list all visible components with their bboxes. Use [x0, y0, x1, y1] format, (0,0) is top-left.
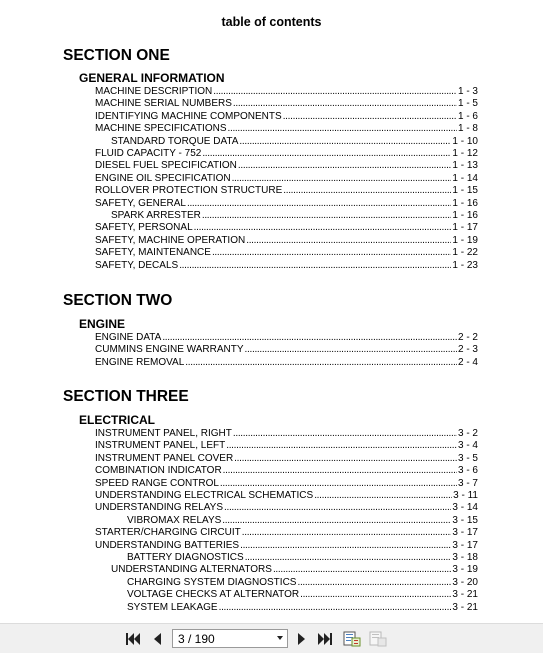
- toc-entry-page: 1 - 14: [452, 172, 478, 184]
- toc-entry[interactable]: [95, 344, 478, 356]
- toc-entry[interactable]: [127, 589, 478, 601]
- toc-entry-page: 1 - 22: [452, 247, 478, 259]
- toc-entry-page: 2 - 2: [457, 332, 478, 343]
- toc-entry-label: SAFETY, MAINTENANCE: [95, 247, 211, 259]
- toc-entry[interactable]: [95, 440, 478, 452]
- toc-entry-page: 1 - 5: [457, 98, 478, 110]
- toc-entry-label: MACHINE SERIAL NUMBERS: [95, 98, 232, 110]
- toc-entry[interactable]: [95, 86, 478, 98]
- dot-leader: [212, 247, 451, 259]
- toc-entry-page: 2 - 3: [457, 344, 478, 356]
- last-page-icon: [317, 632, 333, 646]
- toc-entry-label: UNDERSTANDING ELECTRICAL SCHEMATICS: [95, 490, 314, 501]
- toc-entry-page: 1 - 6: [457, 110, 478, 122]
- dot-leader: [224, 502, 451, 514]
- dot-leader: [314, 490, 452, 502]
- toc-entry[interactable]: [95, 453, 478, 465]
- toc-entry-label: ENGINE DATA: [95, 332, 162, 343]
- view-mode-icon: [343, 631, 361, 647]
- toc-entry-label: SAFETY, DECALS: [95, 259, 179, 271]
- toc-entry[interactable]: [95, 173, 478, 185]
- toc-entry-label: IDENTIFYING MACHINE COMPONENTS: [95, 110, 282, 122]
- dot-leader: [300, 589, 451, 601]
- toc-entry[interactable]: [95, 465, 478, 477]
- toc-entry-page: 3 - 14: [452, 502, 478, 514]
- previous-page-button[interactable]: [148, 631, 166, 647]
- toc-entry[interactable]: [95, 235, 478, 247]
- dot-leader: [283, 185, 451, 197]
- dot-leader: [162, 332, 457, 344]
- toc-entry-page: 3 - 6: [457, 465, 478, 477]
- toc-entry[interactable]: [95, 490, 478, 502]
- toc-entry[interactable]: [127, 552, 478, 564]
- dot-leader: [240, 540, 451, 552]
- dot-leader: [202, 210, 452, 222]
- page-number-select[interactable]: [172, 629, 288, 648]
- dot-leader: [194, 222, 452, 234]
- toc-entry-page: 3 - 20: [452, 576, 478, 588]
- dot-leader: [226, 440, 457, 452]
- toc-entry-label: BATTERY DIAGNOSTICS: [127, 552, 244, 563]
- dot-leader: [179, 260, 451, 272]
- toc-entry[interactable]: [95, 148, 478, 160]
- toc-entry-label: FLUID CAPACITY - 752: [95, 148, 202, 159]
- toc-entry-label: MACHINE DESCRIPTION: [95, 86, 213, 97]
- last-page-button[interactable]: [316, 631, 334, 647]
- toc-entry-page: 3 - 4: [457, 440, 478, 452]
- toc-entry[interactable]: [95, 527, 478, 539]
- toc-entry-label: STANDARD TORQUE DATA: [111, 135, 239, 147]
- toc-entry-label: UNDERSTANDING BATTERIES: [95, 539, 240, 551]
- toc-entry[interactable]: [127, 515, 478, 527]
- toc-entry[interactable]: [95, 428, 478, 440]
- document-title: table of contents: [221, 15, 322, 29]
- toc-entry-page: 1 - 16: [452, 210, 478, 221]
- toc-entry-label: VOLTAGE CHECKS AT ALTERNATOR: [127, 589, 300, 601]
- toc-entry[interactable]: [95, 478, 478, 490]
- toc-entry-label: SPEED RANGE CONTROL: [95, 477, 219, 489]
- toc-entry-label: COMBINATION INDICATOR: [95, 465, 222, 477]
- toc-entry-page: 3 - 5: [457, 452, 478, 464]
- toc-entry-label: INSTRUMENT PANEL, LEFT: [95, 440, 226, 452]
- toc-entry[interactable]: [111, 210, 478, 222]
- toc-entry-label: STARTER/CHARGING CIRCUIT: [95, 527, 241, 539]
- dot-leader: [220, 478, 457, 490]
- section-three-title: SECTION THREE: [63, 388, 189, 405]
- toc-entry[interactable]: [95, 198, 478, 210]
- toc-entry[interactable]: [111, 564, 478, 576]
- dot-leader: [228, 123, 457, 135]
- toc-entry-page: 1 - 12: [452, 148, 478, 159]
- toc-entry-page: 3 - 17: [452, 539, 478, 551]
- toc-entry-page: 1 - 3: [457, 86, 478, 97]
- first-page-button[interactable]: [124, 631, 142, 647]
- toc-entry-page: 3 - 15: [452, 514, 478, 526]
- toc-entry[interactable]: [95, 247, 478, 259]
- toc-entry-page: 1 - 15: [452, 185, 478, 197]
- view-mode-button[interactable]: [343, 631, 361, 647]
- dot-leader: [239, 136, 451, 148]
- engine-heading: ENGINE: [79, 317, 126, 331]
- dot-leader: [222, 515, 451, 527]
- toc-entry-label: SYSTEM LEAKAGE: [127, 601, 218, 613]
- toc-entry-label: CHARGING SYSTEM DIAGNOSTICS: [127, 576, 297, 588]
- dot-leader: [233, 98, 457, 110]
- toc-entry-label: SAFETY, MACHINE OPERATION: [95, 234, 246, 246]
- toc-entry-page: 3 - 7: [457, 477, 478, 489]
- toc-entry[interactable]: [111, 136, 478, 148]
- dot-leader: [232, 173, 452, 185]
- toc-entry-page: 1 - 8: [457, 123, 478, 135]
- dot-leader: [213, 86, 457, 98]
- toc-entry[interactable]: [127, 602, 478, 614]
- toc-entry-page: 3 - 21: [452, 601, 478, 613]
- dot-leader: [242, 527, 452, 539]
- toc-entry-label: SPARK ARRESTER: [111, 210, 201, 221]
- view-mode-alt-button[interactable]: [369, 631, 387, 647]
- toc-entry-page: 1 - 13: [452, 160, 478, 172]
- next-page-icon: [296, 632, 308, 646]
- view-mode-alt-icon: [369, 631, 387, 647]
- toc-entry[interactable]: [95, 98, 478, 110]
- toc-entry-label: CUMMINS ENGINE WARRANTY: [95, 344, 244, 356]
- toc-entry-label: SAFETY, PERSONAL: [95, 222, 193, 234]
- dot-leader: [238, 160, 452, 172]
- chevron-down-icon: [277, 636, 283, 640]
- dot-leader: [219, 602, 452, 614]
- toc-entry[interactable]: [95, 502, 478, 514]
- toc-entry[interactable]: [95, 185, 478, 197]
- toc-entry-label: ENGINE OIL SPECIFICATION: [95, 172, 231, 184]
- next-page-button[interactable]: [293, 631, 311, 647]
- toc-entry-page: 1 - 16: [452, 197, 478, 209]
- dot-leader: [185, 357, 457, 369]
- toc-entry-label: UNDERSTANDING RELAYS: [95, 502, 223, 514]
- pdf-navigation-toolbar: [0, 623, 543, 653]
- toc-entry-page: 1 - 10: [452, 135, 478, 147]
- previous-page-icon: [151, 632, 163, 646]
- electrical-heading: ELECTRICAL: [79, 413, 155, 427]
- toc-entry[interactable]: [95, 123, 478, 135]
- toc-entry-label: VIBROMAX RELAYS: [127, 514, 222, 526]
- dot-leader: [283, 111, 457, 123]
- toc-entry-label: INSTRUMENT PANEL, RIGHT: [95, 428, 232, 439]
- toc-entry[interactable]: [95, 540, 478, 552]
- toc-entry-page: 3 - 2: [457, 428, 478, 439]
- toc-entry-label: ROLLOVER PROTECTION STRUCTURE: [95, 185, 283, 197]
- toc-entry-label: SAFETY, GENERAL: [95, 197, 186, 209]
- toc-entry[interactable]: [95, 111, 478, 123]
- toc-entry-label: INSTRUMENT PANEL COVER: [95, 452, 234, 464]
- toc-entry-page: 1 - 23: [452, 259, 478, 271]
- dot-leader: [297, 577, 451, 589]
- first-page-icon: [125, 632, 141, 646]
- toc-entry-label: UNDERSTANDING ALTERNATORS: [111, 564, 272, 576]
- toc-entry-page: 3 - 21: [452, 589, 478, 601]
- dot-leader: [234, 453, 457, 465]
- toc-entry[interactable]: [127, 577, 478, 589]
- toc-entry[interactable]: [95, 222, 478, 234]
- toc-entry-page: 2 - 4: [457, 356, 478, 368]
- dot-leader: [202, 148, 451, 160]
- toc-entry-page: 3 - 17: [452, 527, 478, 539]
- toc-entry-page: 3 - 18: [452, 552, 478, 563]
- toc-entry-label: MACHINE SPECIFICATIONS: [95, 123, 227, 135]
- toc-entry-page: 3 - 19: [452, 564, 478, 576]
- page-indicator: 3 / 190: [178, 631, 215, 646]
- toc-entry-label: ENGINE REMOVAL: [95, 356, 185, 368]
- dot-leader: [246, 235, 451, 247]
- dot-leader: [245, 344, 457, 356]
- section-two-title: SECTION TWO: [63, 292, 173, 309]
- toc-entry[interactable]: [95, 260, 478, 272]
- toc-entry[interactable]: [95, 332, 478, 344]
- toc-entry-page: 3 - 11: [453, 490, 478, 501]
- dot-leader: [233, 428, 457, 440]
- toc-entry-page: 1 - 19: [452, 234, 478, 246]
- toc-entry-label: DIESEL FUEL SPECIFICATION: [95, 160, 237, 172]
- general-information-heading: GENERAL INFORMATION: [79, 71, 225, 85]
- toc-entry[interactable]: [95, 160, 478, 172]
- dot-leader: [245, 552, 452, 564]
- dot-leader: [273, 564, 451, 576]
- dot-leader: [223, 465, 457, 477]
- toc-entry-page: 1 - 17: [452, 222, 478, 234]
- section-one-title: SECTION ONE: [63, 47, 170, 64]
- toc-entry[interactable]: [95, 357, 478, 369]
- dot-leader: [187, 198, 451, 210]
